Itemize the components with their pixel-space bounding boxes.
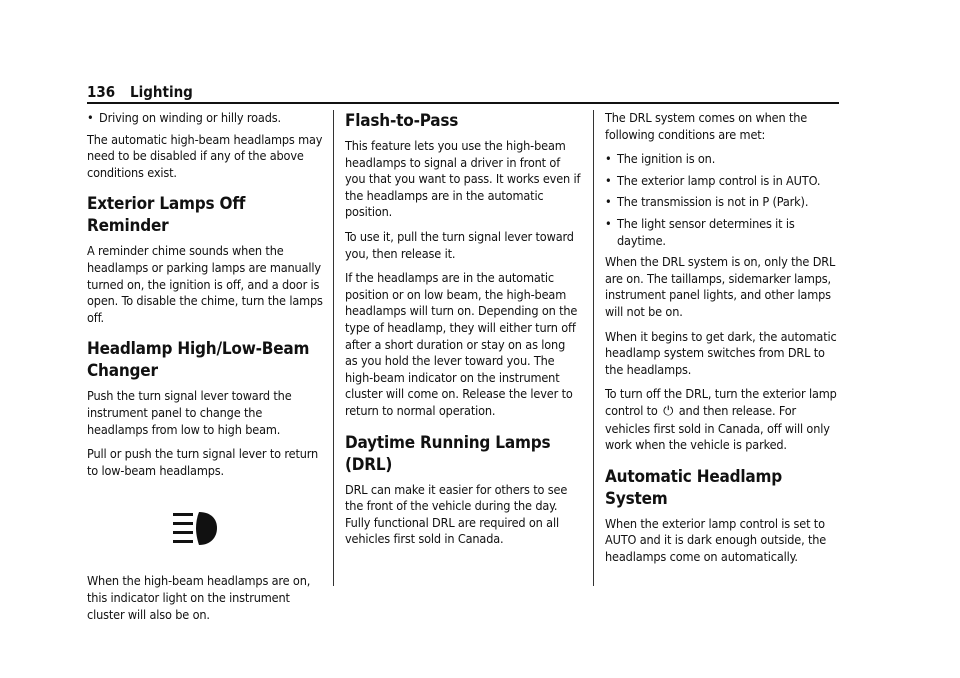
bullet-item (87, 110, 323, 127)
paragraph: The automatic high-beam headlamps may need to be disabled if any of the above conditions exist. (87, 131, 323, 180)
bullet-dot: • (87, 110, 94, 125)
paragraph: When the DRL system is on, only the DRL are on. The taillamps, sidemarker lamps, instrument panel lights, and other lamps will not be on. (605, 254, 836, 319)
paragraph: When it begins to get dark, the automatic headlamp system switches from DRL to the headlamps. (605, 328, 837, 377)
column-3 (605, 110, 841, 573)
bullet-text: The light sensor determines it is daytime. (617, 215, 795, 248)
bullet-dot: • (605, 151, 612, 167)
bullet-text: The ignition is on. (617, 151, 716, 167)
column-2 (345, 110, 581, 556)
bullet-text: The exterior lamp control is in AUTO. (617, 172, 821, 188)
column-divider (333, 110, 334, 586)
paragraph: A reminder chime sounds when the headlamps or parking lamps are manually turned on, the ignition is off, and a door is open. To disable the chime, turn the lamps off. (87, 243, 323, 325)
paragraph: Push the turn signal lever toward the instrument panel to change the headlamps from low to high beam. (87, 388, 292, 437)
page-number: 136 (87, 83, 116, 101)
bullet-item (605, 194, 841, 211)
column-1 (87, 110, 323, 631)
heading-exterior-lamps-off-reminder: Exterior Lamps Off Reminder (87, 194, 246, 237)
heading-flash-to-pass: Flash-to-Pass (345, 111, 459, 131)
power-off-icon: ⏻ (663, 403, 674, 419)
bullet-item (605, 173, 841, 190)
heading-high-low-beam-changer: Headlamp High/Low-Beam Changer (87, 339, 310, 382)
paragraph: If the headlamps are in the automatic position or on low beam, the high-beam headlamps will turn on. Depending on the type of headlamp, they will either turn off after a short duration or stay on as long as you hold the lever toward you. The high-beam indicator on the instrument cluster will come on. Release the lever to return to normal operation. (345, 270, 578, 418)
text-after-icon: and then release. For vehicles first sold in Canada, off will only work when the vehicle is parked. (605, 402, 830, 453)
header-rule (87, 102, 839, 104)
column-divider (593, 110, 594, 586)
paragraph: DRL can make it easier for others to see the front of the vehicle during the day. Fully functional DRL are required on all vehicles first sold in Canada. (345, 481, 568, 547)
paragraph: This feature lets you use the high-beam headlamps to signal a driver in front of you that you want to pass. It works even if the headlamps are in the automatic position. (345, 138, 581, 220)
bullet-dot: • (605, 194, 612, 210)
text-before-icon: To turn off the DRL, turn the exterior lamp control to (605, 386, 837, 418)
paragraph: When the high-beam headlamps are on, this indicator light on the instrument cluster will also be on. (87, 573, 311, 622)
paragraph-turn-off-drl (605, 386, 841, 453)
bullet-item (605, 216, 841, 249)
paragraph: The DRL system comes on when the following conditions are met: (605, 110, 808, 142)
heading-daytime-running-lamps: Daytime Running Lamps (DRL) (345, 432, 551, 475)
section-title: Lighting (130, 83, 193, 101)
bullet-text: The transmission is not in P (Park). (617, 194, 809, 210)
bullet-text: Driving on winding or hilly roads. (99, 110, 281, 125)
icon-area (87, 487, 323, 573)
bullet-dot: • (605, 172, 612, 188)
bullet-dot: • (605, 215, 612, 231)
paragraph: When the exterior lamp control is set to AUTO and it is dark enough outside, the headlamps come on automatically. (605, 515, 827, 564)
heading-automatic-headlamp-system: Automatic Headlamp System (605, 466, 783, 509)
high-beam-indicator-icon (173, 511, 217, 547)
paragraph: Pull or push the turn signal lever to return to low-beam headlamps. (87, 446, 319, 478)
bullet-item (605, 151, 841, 168)
paragraph: To use it, pull the turn signal lever toward you, then release it. (345, 228, 574, 261)
